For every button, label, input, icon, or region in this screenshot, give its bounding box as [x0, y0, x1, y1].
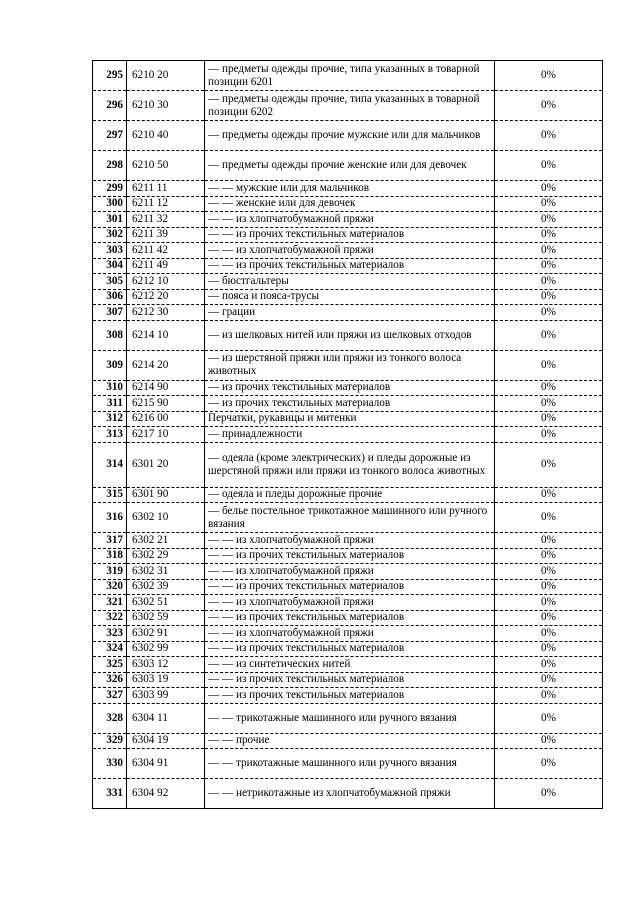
description-cell: — одеяла (кроме электрических) и пледы дорожные из шерстяной пряжи или пряжи из тонкого волоса животных	[205, 442, 495, 487]
description-cell: — предметы одежды прочие, типа указанных в товарной позиции 6201	[205, 61, 495, 91]
description-cell: — пояса и пояса-трусы	[205, 289, 495, 305]
row-number-cell: 314	[93, 442, 127, 487]
description-cell: — — трикотажные машинного или ручного вязания	[205, 703, 495, 733]
row-number-cell: 323	[93, 626, 127, 642]
hs-code-cell: 6304 11	[127, 703, 205, 733]
hs-code-cell: 6302 29	[127, 548, 205, 564]
description-cell: — — из прочих текстильных материалов	[205, 548, 495, 564]
row-number-cell: 306	[93, 289, 127, 305]
table-row	[93, 487, 603, 503]
hs-code-cell: 6301 20	[127, 442, 205, 487]
table-row	[93, 533, 603, 549]
table-row	[93, 258, 603, 274]
row-number-cell: 305	[93, 274, 127, 290]
row-number-cell: 319	[93, 564, 127, 580]
description-cell: — — из хлопчатобумажной пряжи	[205, 212, 495, 228]
table-row	[93, 672, 603, 688]
duty-rate-cell: 0%	[495, 442, 603, 487]
duty-rate-cell: 0%	[495, 487, 603, 503]
hs-code-cell: 6302 39	[127, 579, 205, 595]
row-number-cell: 310	[93, 380, 127, 396]
row-number-cell: 297	[93, 121, 127, 151]
table-row	[93, 305, 603, 321]
description-cell: — предметы одежды прочие женские или для девочек	[205, 151, 495, 181]
description-cell: — — трикотажные машинного или ручного вязания	[205, 749, 495, 779]
row-number-cell: 316	[93, 503, 127, 533]
hs-code-cell: 6215 90	[127, 396, 205, 412]
table-row	[93, 657, 603, 673]
hs-code-cell: 6302 59	[127, 610, 205, 626]
table-row	[93, 503, 603, 533]
row-number-cell: 322	[93, 610, 127, 626]
table-row	[93, 61, 603, 91]
description-cell: — — из прочих текстильных материалов	[205, 641, 495, 657]
hs-code-cell: 6211 39	[127, 227, 205, 243]
description-cell: — из прочих текстильных материалов	[205, 396, 495, 412]
description-cell: — — из прочих текстильных материалов	[205, 258, 495, 274]
table-row	[93, 212, 603, 228]
duty-rate-cell: 0%	[495, 305, 603, 321]
row-number-cell: 307	[93, 305, 127, 321]
row-number-cell: 328	[93, 703, 127, 733]
table-row	[93, 396, 603, 412]
hs-code-cell: 6302 91	[127, 626, 205, 642]
duty-rate-cell: 0%	[495, 274, 603, 290]
description-cell: — — женские или для девочек	[205, 196, 495, 212]
description-cell: — — нетрикотажные из хлопчатобумажной пряжи	[205, 779, 495, 809]
hs-code-cell: 6302 31	[127, 564, 205, 580]
row-number-cell: 300	[93, 196, 127, 212]
description-cell: — — прочие	[205, 733, 495, 749]
row-number-cell: 301	[93, 212, 127, 228]
row-number-cell: 330	[93, 749, 127, 779]
row-number-cell: 298	[93, 151, 127, 181]
duty-rate-cell: 0%	[495, 91, 603, 121]
row-number-cell: 303	[93, 243, 127, 259]
duty-rate-cell: 0%	[495, 503, 603, 533]
row-number-cell: 329	[93, 733, 127, 749]
description-cell: Перчатки, рукавицы и митенки	[205, 411, 495, 427]
duty-rate-cell: 0%	[495, 396, 603, 412]
duty-rate-cell: 0%	[495, 626, 603, 642]
duty-rate-cell: 0%	[495, 427, 603, 443]
table-row	[93, 564, 603, 580]
table-row	[93, 595, 603, 611]
duty-rate-cell: 0%	[495, 227, 603, 243]
row-number-cell: 324	[93, 641, 127, 657]
table-row	[93, 703, 603, 733]
hs-code-cell: 6304 19	[127, 733, 205, 749]
duty-rate-cell: 0%	[495, 703, 603, 733]
duty-rate-cell: 0%	[495, 579, 603, 595]
description-cell: — — из хлопчатобумажной пряжи	[205, 564, 495, 580]
row-number-cell: 321	[93, 595, 127, 611]
duty-rate-cell: 0%	[495, 289, 603, 305]
table-row	[93, 289, 603, 305]
hs-code-cell: 6211 32	[127, 212, 205, 228]
description-cell: — предметы одежды прочие мужские или для мальчиков	[205, 121, 495, 151]
hs-code-cell: 6210 20	[127, 61, 205, 91]
description-cell: — — из прочих текстильных материалов	[205, 579, 495, 595]
duty-rate-cell: 0%	[495, 657, 603, 673]
table-row	[93, 548, 603, 564]
table-row	[93, 350, 603, 380]
duty-rate-cell: 0%	[495, 121, 603, 151]
row-number-cell: 304	[93, 258, 127, 274]
description-cell: — — из хлопчатобумажной пряжи	[205, 533, 495, 549]
row-number-cell: 315	[93, 487, 127, 503]
hs-code-cell: 6211 11	[127, 181, 205, 197]
table-row	[93, 380, 603, 396]
description-cell: — грации	[205, 305, 495, 321]
table-row	[93, 688, 603, 704]
duty-rate-cell: 0%	[495, 564, 603, 580]
table-row	[93, 181, 603, 197]
duty-rate-cell: 0%	[495, 548, 603, 564]
hs-code-cell: 6212 20	[127, 289, 205, 305]
row-number-cell: 325	[93, 657, 127, 673]
hs-code-cell: 6304 92	[127, 779, 205, 809]
row-number-cell: 295	[93, 61, 127, 91]
description-cell: — — из прочих текстильных материалов	[205, 688, 495, 704]
hs-code-cell: 6210 50	[127, 151, 205, 181]
hs-code-cell: 6210 40	[127, 121, 205, 151]
row-number-cell: 313	[93, 427, 127, 443]
duty-rate-cell: 0%	[495, 749, 603, 779]
description-cell: — — из синтетических нитей	[205, 657, 495, 673]
duty-rate-cell: 0%	[495, 779, 603, 809]
table-row	[93, 442, 603, 487]
hs-code-cell: 6303 19	[127, 672, 205, 688]
duty-rate-cell: 0%	[495, 243, 603, 259]
hs-code-cell: 6302 99	[127, 641, 205, 657]
duty-rate-cell: 0%	[495, 151, 603, 181]
duty-rate-cell: 0%	[495, 672, 603, 688]
hs-code-cell: 6214 10	[127, 320, 205, 350]
row-number-cell: 302	[93, 227, 127, 243]
duty-rate-cell: 0%	[495, 380, 603, 396]
description-cell: — — из прочих текстильных материалов	[205, 672, 495, 688]
hs-code-cell: 6210 30	[127, 91, 205, 121]
description-cell: — — из хлопчатобумажной пряжи	[205, 626, 495, 642]
hs-code-cell: 6302 51	[127, 595, 205, 611]
description-cell: — — из прочих текстильных материалов	[205, 227, 495, 243]
description-cell: — принадлежности	[205, 427, 495, 443]
row-number-cell: 296	[93, 91, 127, 121]
row-number-cell: 299	[93, 181, 127, 197]
hs-code-cell: 6214 90	[127, 380, 205, 396]
duty-rate-cell: 0%	[495, 610, 603, 626]
hs-code-cell: 6211 42	[127, 243, 205, 259]
row-number-cell: 311	[93, 396, 127, 412]
table-row	[93, 320, 603, 350]
row-number-cell: 308	[93, 320, 127, 350]
hs-code-cell: 6214 20	[127, 350, 205, 380]
table-row	[93, 626, 603, 642]
table-row	[93, 227, 603, 243]
tariff-table	[92, 60, 603, 809]
duty-rate-cell: 0%	[495, 181, 603, 197]
duty-rate-cell: 0%	[495, 350, 603, 380]
hs-code-cell: 6303 12	[127, 657, 205, 673]
table-row	[93, 427, 603, 443]
hs-code-cell: 6216 00	[127, 411, 205, 427]
duty-rate-cell: 0%	[495, 641, 603, 657]
hs-code-cell: 6211 49	[127, 258, 205, 274]
tariff-table-body	[93, 61, 603, 809]
table-row	[93, 151, 603, 181]
hs-code-cell: 6302 21	[127, 533, 205, 549]
table-row	[93, 779, 603, 809]
duty-rate-cell: 0%	[495, 320, 603, 350]
description-cell: — из прочих текстильных материалов	[205, 380, 495, 396]
row-number-cell: 327	[93, 688, 127, 704]
description-cell: — — из хлопчатобумажной пряжи	[205, 243, 495, 259]
row-number-cell: 326	[93, 672, 127, 688]
description-cell: — — мужские или для мальчиков	[205, 181, 495, 197]
description-cell: — — из хлопчатобумажной пряжи	[205, 595, 495, 611]
description-cell: — предметы одежды прочие, типа указанных в товарной позиции 6202	[205, 91, 495, 121]
duty-rate-cell: 0%	[495, 196, 603, 212]
duty-rate-cell: 0%	[495, 258, 603, 274]
table-row	[93, 579, 603, 595]
hs-code-cell: 6304 91	[127, 749, 205, 779]
duty-rate-cell: 0%	[495, 595, 603, 611]
hs-code-cell: 6217 10	[127, 427, 205, 443]
table-row	[93, 91, 603, 121]
row-number-cell: 317	[93, 533, 127, 549]
row-number-cell: 309	[93, 350, 127, 380]
duty-rate-cell: 0%	[495, 533, 603, 549]
duty-rate-cell: 0%	[495, 733, 603, 749]
description-cell: — — из прочих текстильных материалов	[205, 610, 495, 626]
description-cell: — белье постельное трикотажное машинного или ручного вязания	[205, 503, 495, 533]
row-number-cell: 331	[93, 779, 127, 809]
hs-code-cell: 6212 10	[127, 274, 205, 290]
table-row	[93, 749, 603, 779]
duty-rate-cell: 0%	[495, 212, 603, 228]
row-number-cell: 320	[93, 579, 127, 595]
hs-code-cell: 6303 99	[127, 688, 205, 704]
description-cell: — бюстгальтеры	[205, 274, 495, 290]
table-row	[93, 733, 603, 749]
hs-code-cell: 6302 10	[127, 503, 205, 533]
table-row	[93, 610, 603, 626]
duty-rate-cell: 0%	[495, 411, 603, 427]
row-number-cell: 318	[93, 548, 127, 564]
duty-rate-cell: 0%	[495, 61, 603, 91]
table-row	[93, 196, 603, 212]
description-cell: — из шерстяной пряжи или пряжи из тонкого волоса животных	[205, 350, 495, 380]
table-row	[93, 411, 603, 427]
hs-code-cell: 6212 30	[127, 305, 205, 321]
hs-code-cell: 6301 90	[127, 487, 205, 503]
row-number-cell: 312	[93, 411, 127, 427]
table-row	[93, 641, 603, 657]
description-cell: — из шелковых нитей или пряжи из шелковых отходов	[205, 320, 495, 350]
duty-rate-cell: 0%	[495, 688, 603, 704]
table-row	[93, 243, 603, 259]
table-row	[93, 274, 603, 290]
table-row	[93, 121, 603, 151]
hs-code-cell: 6211 12	[127, 196, 205, 212]
description-cell: — одеяла и пледы дорожные прочие	[205, 487, 495, 503]
